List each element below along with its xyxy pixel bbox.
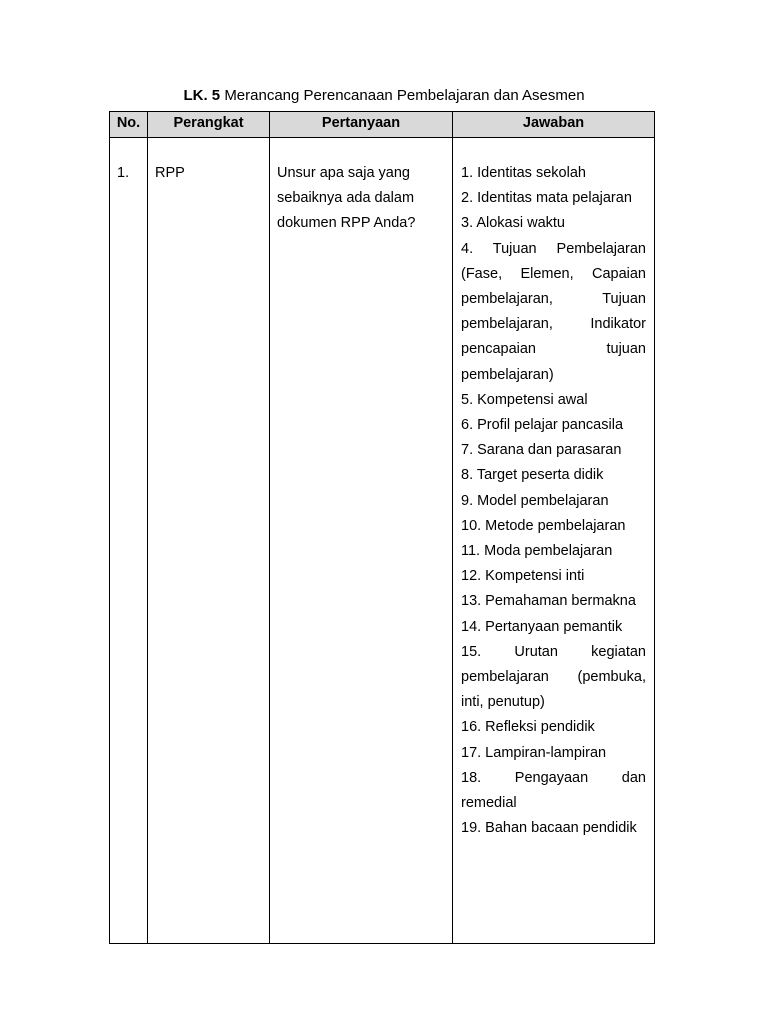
cell-jawaban: [453, 138, 655, 944]
answer-item: 6. Profil pelajar pancasila: [461, 417, 624, 434]
question-line: sebaiknya ada dalam: [277, 190, 415, 207]
answer-item: 13. Pemahaman bermakna: [461, 593, 636, 610]
answer-item: 17. Lampiran-lampiran: [461, 744, 607, 761]
cell-pertanyaan: [270, 138, 453, 944]
header-no: No.: [110, 112, 148, 138]
answer-item: 5. Kompetensi awal: [461, 391, 588, 408]
answer-item: 7. Sarana dan parasaran: [461, 442, 622, 459]
header-jawaban: Jawaban: [453, 112, 655, 138]
header-perangkat: Perangkat: [148, 112, 270, 138]
table-row: [110, 138, 655, 944]
answer-item: 11. Moda pembelajaran: [461, 543, 613, 560]
answer-item: 2. Identitas mata pelajaran: [461, 190, 632, 207]
cell-perangkat: RPP: [148, 138, 270, 944]
cell-no: 1.: [110, 138, 148, 944]
answer-item: 19. Bahan bacaan pendidik: [461, 820, 637, 837]
answer-item: 9. Model pembelajaran: [461, 492, 609, 509]
answer-item: 12. Kompetensi inti: [461, 568, 585, 585]
answer-item: 3. Alokasi waktu: [461, 215, 565, 232]
title-text: Merancang Perencanaan Pembelajaran dan Asesmen: [224, 87, 585, 104]
table-header-row: [110, 112, 655, 138]
header-pertanyaan: Pertanyaan: [270, 112, 453, 138]
answer-item: 14. Pertanyaan pemantik: [461, 618, 623, 635]
answer-item: 16. Refleksi pendidik: [461, 719, 595, 736]
answer-item: 15. Urutan kegiatan pembelajaran (pembuka, inti, penutup): [461, 643, 646, 711]
answer-item: 4. Tujuan Pembelajaran (Fase, Elemen, Capaian pembelajaran, Tujuan pembelajaran, Indikator pencapaian tujuan pembelajaran): [461, 240, 646, 383]
page-title: [0, 86, 768, 106]
question-line: Unsur apa saja yang: [277, 165, 410, 181]
answer-item: 10. Metode pembelajaran: [461, 517, 626, 534]
answer-item: 1. Identitas sekolah: [461, 165, 586, 181]
title-prefix: LK. 5: [183, 87, 221, 104]
answer-item: 18. Pengayaan dan remedial: [461, 769, 646, 812]
question-line: dokumen RPP Anda?: [277, 215, 416, 232]
answer-item: 8. Target peserta didik: [461, 467, 604, 484]
worksheet-table: [109, 111, 655, 944]
